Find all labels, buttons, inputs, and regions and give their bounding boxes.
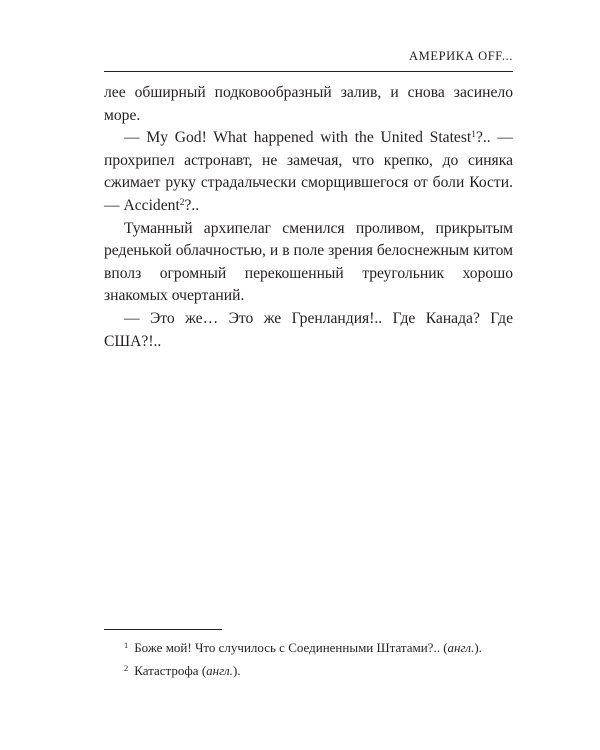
text-run: ?.. — прохрипел астронавт, не замечая, что крепко, до синяка сжимает руку страдальчески сморщившегося от боли Кости. — Accident (104, 129, 513, 214)
paragraph (104, 82, 513, 127)
body-text (104, 82, 513, 353)
running-head: АМЕРИКА OFF... (409, 49, 513, 63)
footnote (104, 658, 513, 681)
text-run: — My God! What happened with the United Statest (124, 129, 472, 147)
footnotes (104, 635, 513, 681)
text-run: ). (474, 640, 482, 656)
text-run: ). (232, 663, 241, 679)
text-run: Боже мой! Что случилось с Соединенными Штатами?.. ( (134, 640, 448, 656)
header-rule (104, 71, 513, 72)
footnote-ref: 1 (471, 130, 476, 141)
footnote-number: 2 (124, 663, 129, 674)
italic-text: англ. (447, 640, 475, 656)
text-run: Катастрофа ( (134, 663, 207, 679)
text-run: ?.. (184, 196, 200, 214)
footnote-rule (104, 629, 222, 630)
footnote-number: 1 (124, 640, 129, 650)
paragraph (104, 308, 513, 353)
text-run: Туманный архипелаг сменился проливом, прикрытым реденькой облачностью, и в поле зрения белоснежным китом вполз огромный перекошенный треугольник хорошо знакомых очертаний. (104, 219, 513, 305)
paragraph (104, 218, 513, 308)
italic-text: англ. (206, 663, 233, 679)
footnote (104, 635, 513, 658)
text-run: лее обширный подковообразный залив, и снова засинело море. (104, 84, 513, 124)
text-run: — Это же… Это же Гренландия!.. Где Канада? Где США?!.. (104, 309, 513, 350)
footnote-ref: 2 (179, 197, 185, 208)
paragraph (104, 127, 513, 217)
